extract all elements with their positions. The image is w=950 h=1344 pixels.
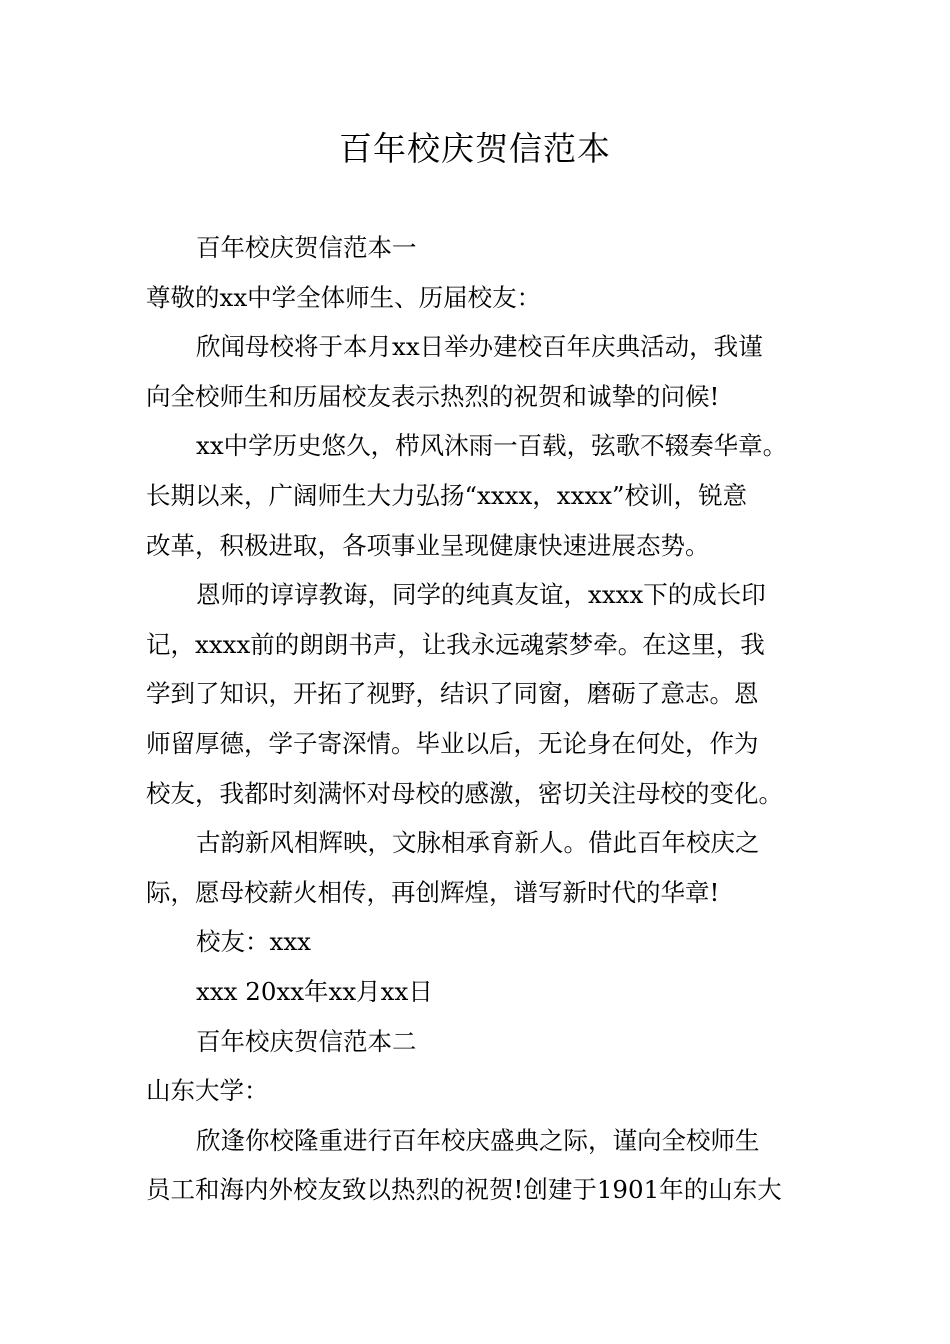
salutation-line: 尊敬的xx中学全体师生、历届校友： bbox=[146, 282, 542, 312]
paragraph-line: 古韵新风相辉映，文脉相承育新人。借此百年校庆之 bbox=[196, 828, 760, 858]
section-heading-one: 百年校庆贺信范本一 bbox=[196, 233, 417, 262]
paragraph-line: 校友，我都时刻满怀对母校的感激，密切关注母校的变化。 bbox=[146, 778, 783, 808]
paragraph-line: 师留厚德，学子寄深情。毕业以后，无论身在何处，作为 bbox=[146, 728, 759, 758]
paragraph-line: xx中学历史悠久，栉风沐雨一百载，弦歌不辍奏华章。 bbox=[196, 431, 788, 461]
signature-line: 校友：xxx bbox=[196, 927, 311, 957]
paragraph-line: 学到了知识，开拓了视野，结识了同窗，磨砺了意志。恩 bbox=[146, 679, 759, 709]
paragraph-line: 欣逢你校隆重进行百年校庆盛典之际，谨向全校师生 bbox=[196, 1125, 760, 1155]
paragraph-line: 员工和海内外校友致以热烈的祝贺!创建于1901年的山东大 bbox=[146, 1175, 782, 1205]
salutation-line: 山东大学： bbox=[146, 1076, 269, 1106]
paragraph-line: 欣闻母校将于本月xx日举办建校百年庆典活动，我谨 bbox=[196, 332, 763, 362]
paragraph-line: 向全校师生和历届校友表示热烈的祝贺和诚挚的问候! bbox=[146, 381, 720, 411]
paragraph-line: 恩师的谆谆教诲，同学的纯真友谊，xxxx下的成长印 bbox=[196, 580, 766, 610]
document-title: 百年校庆贺信范本 bbox=[339, 129, 611, 168]
paragraph-line: 记，xxxx前的朗朗书声，让我永远魂萦梦牵。在这里，我 bbox=[146, 629, 765, 659]
document-body bbox=[146, 223, 811, 1215]
paragraph-line: 长期以来，广阔师生大力弘扬“xxxx，xxxx”校训，锐意 bbox=[146, 480, 748, 510]
section-heading-two: 百年校庆贺信范本二 bbox=[196, 1026, 417, 1056]
paragraph-line: 际，愿母校薪火相传，再创辉煌，谱写新时代的华章! bbox=[146, 877, 720, 907]
paragraph-line: 改革，积极进取，各项事业呈现健康快速进展态势。 bbox=[146, 530, 710, 560]
date-line: xxx 20xx年xx月xx日 bbox=[196, 976, 433, 1006]
